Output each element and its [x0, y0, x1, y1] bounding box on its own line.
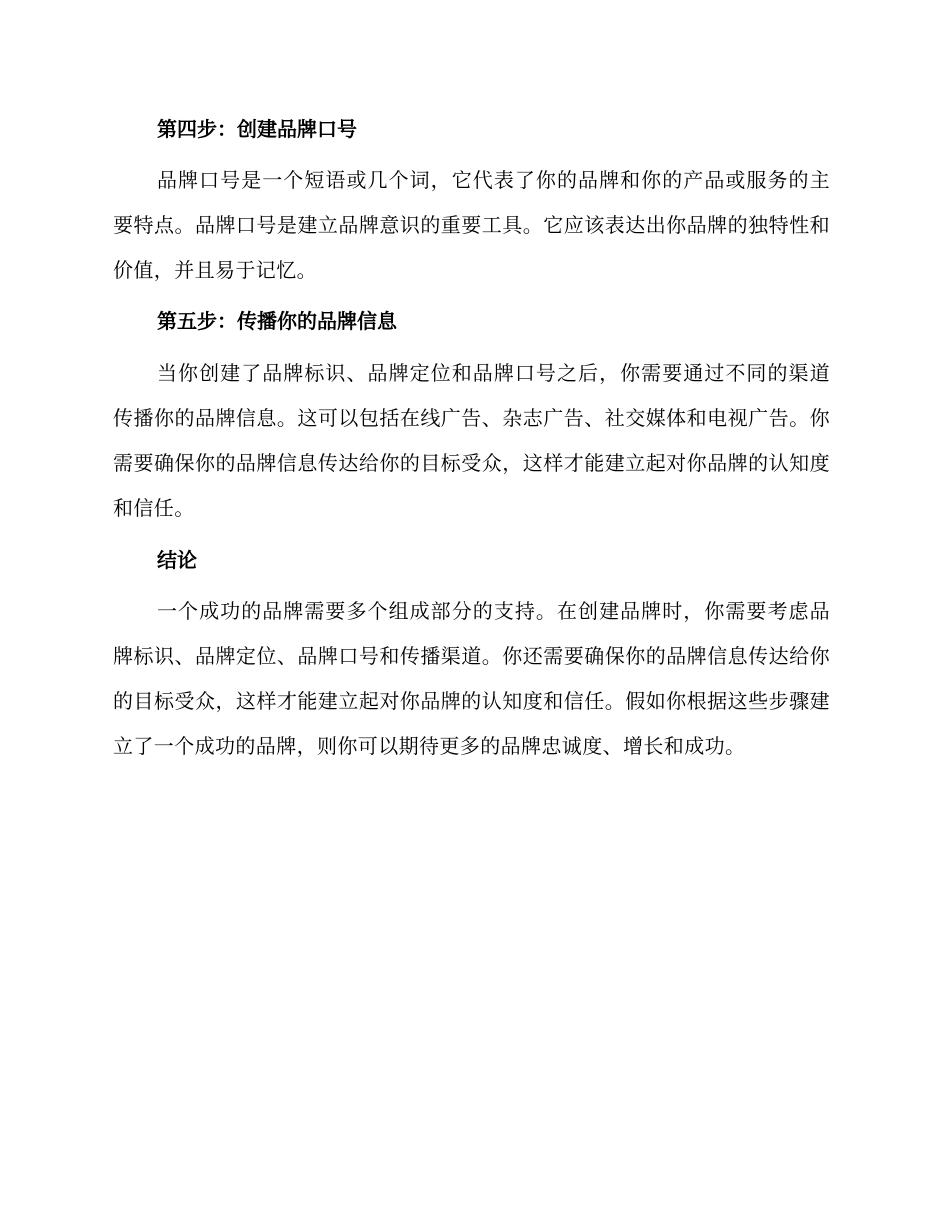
section-paragraph-step4: 品牌口号是一个短语或几个词，它代表了你的品牌和你的产品或服务的主要特点。品牌口号是建立品牌意识的重要工具。它应该表达出你品牌的独特性和价值，并且易于记忆。	[113, 168, 830, 282]
section-heading-step4: 第四步：创建品牌口号	[157, 117, 357, 141]
section-paragraph-step5: 当你创建了品牌标识、品牌定位和品牌口号之后，你需要通过不同的渠道传播你的品牌信息。这可以包括在线广告、杂志广告、社交媒体和电视广告。你需要确保你的品牌信息传达给你的目标受众，这样才能建立起对你品牌的认知度和信任。	[113, 361, 830, 520]
document-page	[113, 110, 830, 769]
section-heading-conclusion: 结论	[157, 548, 197, 572]
section-paragraph-conclusion: 一个成功的品牌需要多个组成部分的支持。在创建品牌时，你需要考虑品牌标识、品牌定位、品牌口号和传播渠道。你还需要确保你的品牌信息传达给你的目标受众，这样才能建立起对你品牌的认知度和信任。假如你根据这些步骤建立了一个成功的品牌，则你可以期待更多的品牌忠诚度、增长和成功。	[113, 599, 830, 758]
section-heading-step5: 第五步：传播你的品牌信息	[157, 309, 397, 333]
